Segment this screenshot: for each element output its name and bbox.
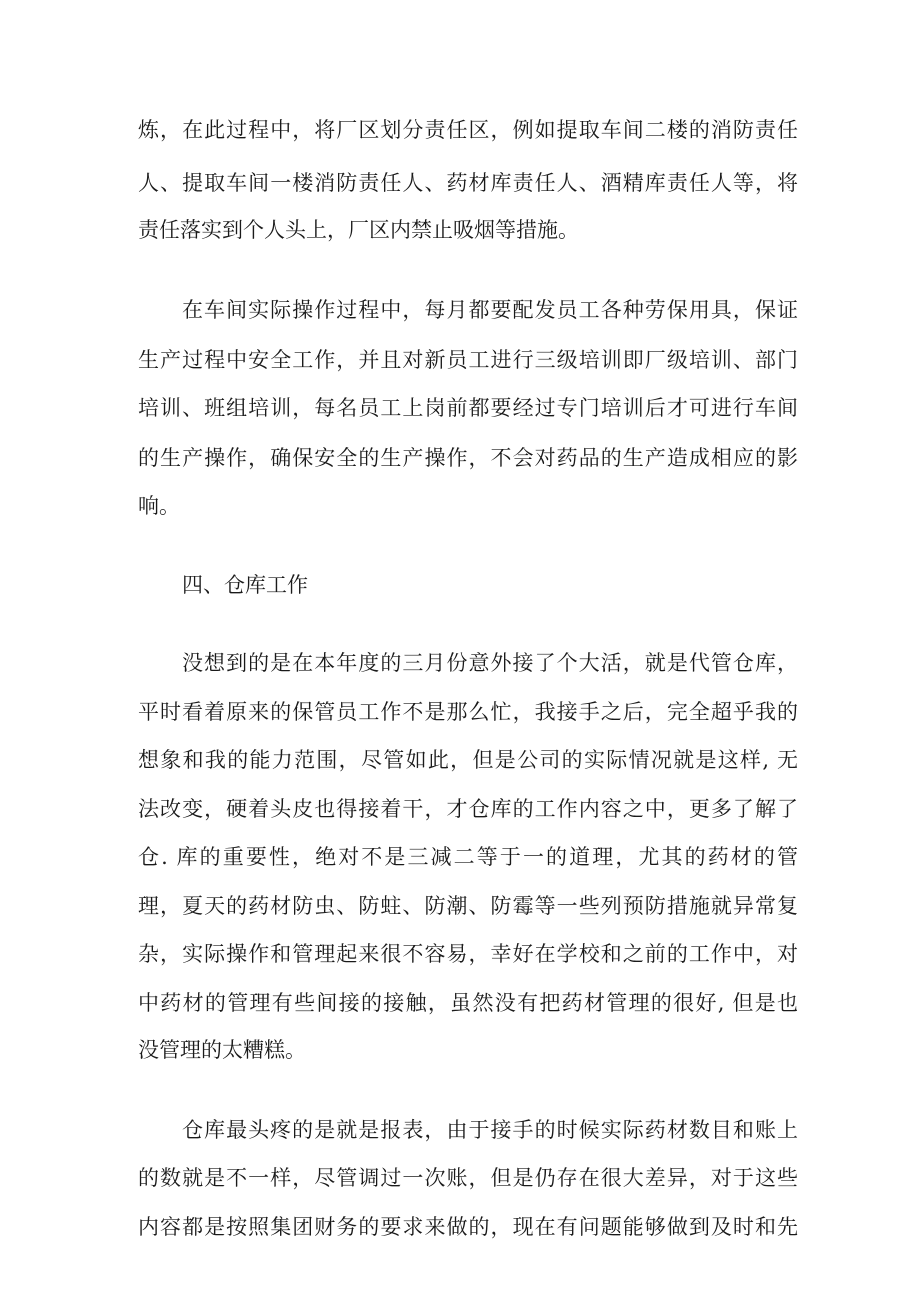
text-line: 人、提取车间一楼消防责任人、药材库责任人、酒精库责任人等，将 [138, 171, 798, 195]
text-line: 生产过程中安全工作，并且对新员工进行三级培训即厂级培训、部门 [138, 348, 798, 372]
text-line: 责任落实到个人头上，厂区内禁止吸烟等措施。 [138, 218, 579, 242]
text-line: 培训、班组培训，每名员工上岗前都要经过专门培训后才可进行车间 [138, 396, 798, 420]
text-line: 平时看着原来的保管员工作不是那么忙，我接手之后，完全超乎我的 [138, 700, 798, 724]
text-line: 炼，在此过程中，将厂区划分责任区，例如提取车间二楼的消防责任 [138, 118, 798, 142]
text-line: 法改变，硬着头皮也得接着干，才仓库的工作内容之中，更多了解了 [138, 797, 798, 821]
text-line: 仓. 库的重要性，绝对不是三减二等于一的道理，尤其的药材的管 [138, 845, 798, 869]
text-line: 的数就是不一样，尽管调过一次账，但是仍存在很大差异，对于这些 [138, 1166, 798, 1190]
text-line: 在车间实际操作过程中，每月都要配发员工各种劳保用具，保证 [182, 298, 798, 322]
text-line: 理，夏天的药材防虫、防蛀、防潮、防霉等一些列预防措施就异常复 [138, 894, 798, 918]
text-line: 中药材的管理有些间接的接触，虽然没有把药材管理的很好, 但是也 [138, 991, 798, 1015]
text-line: 的生产操作，确保安全的生产操作，不会对药品的生产造成相应的影 [138, 446, 798, 470]
text-line: 想象和我的能力范围，尽管如此，但是公司的实际情况就是这样, 无 [138, 748, 798, 772]
section-heading: 四、仓库工作 [182, 573, 308, 597]
text-line: 内容都是按照集团财务的要求来做的，现在有问题能够做到及时和先 [138, 1215, 798, 1239]
text-line: 杂，实际操作和管理起来很不容易，幸好在学校和之前的工作中，对 [138, 942, 798, 966]
text-line: 没管理的太糟糕。 [138, 1038, 306, 1062]
text-line: 仓库最头疼的是就是报表，由于接手的时候实际药材数目和账上 [182, 1118, 798, 1142]
text-line: 没想到的是在本年度的三月份意外接了个大活，就是代管仓库， [182, 651, 798, 675]
text-line: 响。 [138, 494, 180, 518]
